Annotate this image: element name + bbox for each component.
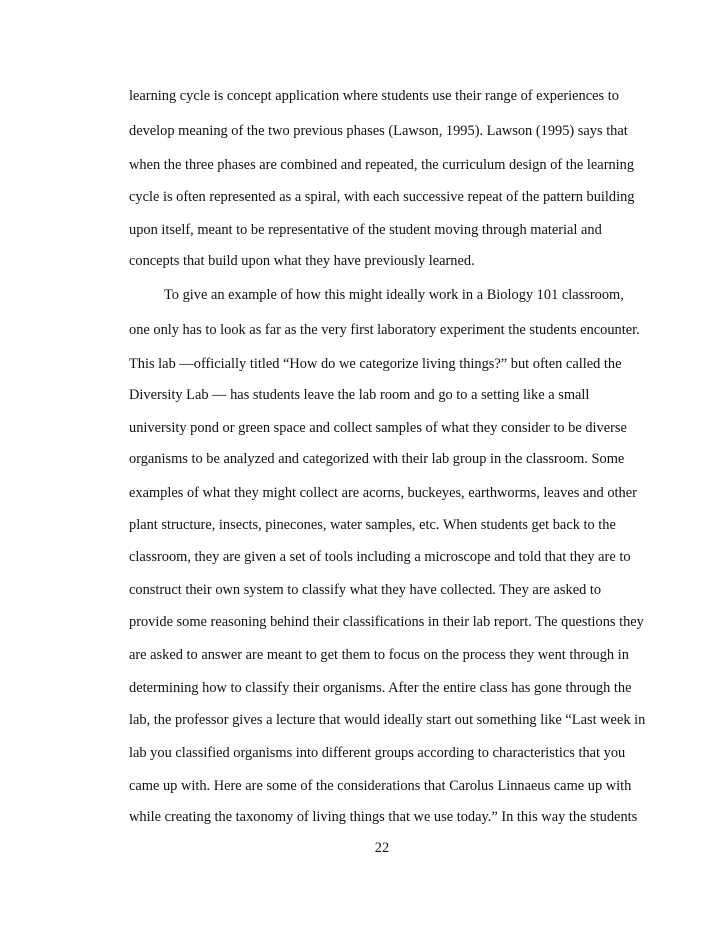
page-number: 22 — [374, 840, 390, 856]
text-line: cycle is often represented as a spiral, with each successive repeat of the pattern building — [129, 189, 635, 205]
text-line: one only has to look as far as the very first laboratory experiment the students encounter. — [129, 322, 640, 338]
text-line: university pond or green space and collect samples of what they consider to be diverse — [129, 420, 627, 436]
text-line: lab, the professor gives a lecture that would ideally start out something like “Last week in — [129, 712, 646, 728]
text-line: learning cycle is concept application where students use their range of experiences to — [129, 88, 619, 104]
text-line: when the three phases are combined and repeated, the curriculum design of the learning — [129, 157, 635, 173]
text-line: lab you classified organisms into different groups according to characteristics that you — [129, 745, 626, 761]
text-line: are asked to answer are meant to get them to focus on the process they went through in — [129, 647, 629, 663]
text-line: construct their own system to classify what they have collected. They are asked to — [129, 582, 602, 598]
text-line: examples of what they might collect are acorns, buckeyes, earthworms, leaves and other — [129, 485, 637, 501]
text-line: while creating the taxonomy of living things that we use today.” In this way the students — [129, 809, 638, 825]
text-line: This lab —officially titled “How do we categorize living things?” but often called the — [129, 356, 622, 372]
text-line: determining how to classify their organisms. After the entire class has gone through the — [129, 680, 632, 696]
text-line: upon itself, meant to be representative of the student moving through material and — [129, 222, 602, 238]
text-line: organisms to be analyzed and categorized with their lab group in the classroom. Some — [129, 451, 625, 467]
text-line: plant structure, insects, pinecones, water samples, etc. When students get back to the — [129, 517, 616, 533]
text-line: Diversity Lab — has students leave the lab room and go to a setting like a small — [129, 387, 590, 403]
text-line: came up with. Here are some of the considerations that Carolus Linnaeus came up with — [129, 778, 632, 794]
text-line: develop meaning of the two previous phases (Lawson, 1995). Lawson (1995) says that — [129, 123, 628, 139]
text-line: concepts that build upon what they have previously learned. — [129, 253, 475, 269]
text-line-paragraph-start: To give an example of how this might ideally work in a Biology 101 classroom, — [164, 287, 624, 303]
text-line: classroom, they are given a set of tools including a microscope and told that they are to — [129, 549, 631, 565]
text-line: provide some reasoning behind their classifications in their lab report. The questions they — [129, 614, 644, 630]
